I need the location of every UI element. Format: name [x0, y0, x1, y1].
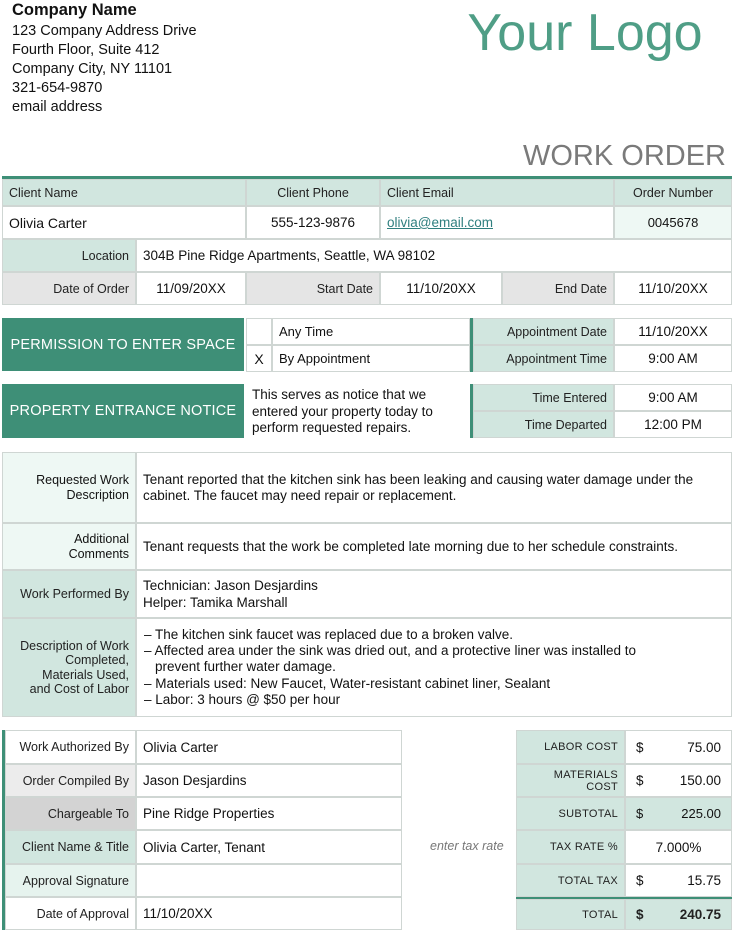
labor-amount: 75.00	[687, 739, 721, 755]
description-line: – Materials used: New Faucet, Water-resistant cabinet liner, Sealant	[144, 675, 551, 691]
time-departed-value: 12:00 PM	[614, 411, 732, 438]
work-description-label: Description of Work Completed, Materials Used, and Cost of Labor	[2, 618, 136, 717]
labor-cost-value	[625, 730, 732, 764]
client-name-title-label: Client Name & Title	[5, 830, 136, 864]
start-date-label: Start Date	[246, 272, 380, 305]
client-name-header: Client Name	[2, 179, 246, 206]
appointment-time-value: 9:00 AM	[614, 345, 732, 372]
total-label: TOTAL	[516, 899, 625, 930]
description-line: – Affected area under the sink was dried out, and a protective liner was installed to	[144, 643, 637, 659]
company-address-1: 123 Company Address Drive	[12, 23, 197, 39]
client-name-value: Olivia Carter	[2, 206, 246, 239]
client-phone-header: Client Phone	[246, 179, 380, 206]
tax-rate-label: TAX RATE %	[516, 830, 625, 864]
time-entered-label: Time Entered	[473, 384, 614, 411]
location-value: 304B Pine Ridge Apartments, Seattle, WA 98102	[136, 239, 732, 272]
date-of-approval-label: Date of Approval	[5, 897, 136, 930]
total-tax-amount: 15.75	[687, 873, 721, 888]
labor-cost-label: LABOR COST	[516, 730, 625, 764]
technician-name: Technician: Jason Desjardins	[143, 578, 318, 593]
order-compiled-label: Order Compiled By	[5, 764, 136, 797]
appointment-date-value: 11/10/20XX	[614, 318, 732, 345]
currency-symbol: $	[636, 773, 644, 788]
order-number-header: Order Number	[614, 179, 732, 206]
entrance-notice-text: This serves as notice that we entered your property today to perform requested repairs.	[252, 387, 433, 435]
date-of-approval-value: 11/10/20XX	[136, 897, 402, 930]
subtotal-amount: 225.00	[681, 806, 721, 821]
date-of-order-label: Date of Order	[2, 272, 136, 305]
work-authorized-value: Olivia Carter	[136, 730, 402, 764]
total-tax-label: TOTAL TAX	[516, 864, 625, 897]
chargeable-to-label: Chargeable To	[5, 797, 136, 830]
order-compiled-value: Jason Desjardins	[136, 764, 402, 797]
company-name: Company Name	[12, 1, 137, 19]
subtotal-label: SUBTOTAL	[516, 797, 625, 830]
company-phone: 321-654-9870	[12, 80, 103, 96]
total-tax-value	[625, 864, 732, 897]
entrance-notice-band: PROPERTY ENTRANCE NOTICE	[2, 384, 244, 438]
approval-signature-label: Approval Signature	[5, 864, 136, 897]
subtotal-value	[625, 797, 732, 830]
appointment-date-label: Appointment Date	[473, 318, 614, 345]
start-date-value: 11/10/20XX	[380, 272, 502, 305]
company-logo: Your Logo	[467, 4, 703, 62]
company-city: Company City, NY 11101	[12, 61, 173, 77]
helper-name: Helper: Tamika Marshall	[143, 595, 288, 610]
chargeable-to-value: Pine Ridge Properties	[136, 797, 402, 830]
description-line: prevent further water damage.	[155, 659, 336, 675]
client-phone-value: 555-123-9876	[246, 206, 380, 239]
additional-comments-value: Tenant requests that the work be completed late morning due to her schedule constraints.	[136, 523, 732, 570]
requested-work-value: Tenant reported that the kitchen sink has been leaking and causing water damage under the cabinet. The faucet may need repair or replacement.	[136, 452, 732, 523]
total-value	[625, 899, 732, 930]
end-date-label: End Date	[502, 272, 614, 305]
currency-symbol: $	[636, 907, 644, 922]
any-time-checkbox[interactable]	[246, 318, 272, 345]
by-appointment-checkbox[interactable]: X	[246, 345, 272, 372]
by-appointment-label: By Appointment	[272, 345, 470, 372]
end-date-value: 11/10/20XX	[614, 272, 732, 305]
tax-rate-hint: enter tax rate	[430, 839, 504, 853]
work-performed-label: Work Performed By	[2, 570, 136, 618]
company-address-2: Fourth Floor, Suite 412	[12, 42, 160, 58]
work-description-value	[136, 618, 732, 717]
materials-cost-label: MATERIALS COST	[516, 764, 625, 797]
currency-symbol: $	[636, 873, 644, 888]
work-authorized-label: Work Authorized By	[5, 730, 136, 764]
materials-amount: 150.00	[679, 773, 721, 788]
additional-comments-label: Additional Comments	[2, 523, 136, 570]
date-of-order-value: 11/09/20XX	[136, 272, 246, 305]
company-block	[12, 0, 332, 117]
doc-title: WORK ORDER	[523, 140, 726, 172]
client-email-link[interactable]: olivia@email.com	[380, 206, 614, 239]
order-number-value: 0045678	[614, 206, 732, 239]
permission-band: PERMISSION TO ENTER SPACE	[2, 318, 244, 371]
time-entered-value: 9:00 AM	[614, 384, 732, 411]
appointment-time-label: Appointment Time	[473, 345, 614, 372]
any-time-label: Any Time	[272, 318, 470, 345]
time-departed-label: Time Departed	[473, 411, 614, 438]
description-line: – Labor: 3 hours @ $50 per hour	[144, 691, 341, 707]
description-line: – The kitchen sink faucet was replaced due to a broken valve.	[144, 626, 513, 642]
total-amount: 240.75	[679, 907, 721, 922]
currency-symbol: $	[636, 806, 644, 821]
work-performed-value	[136, 570, 732, 618]
company-email: email address	[12, 99, 103, 115]
approval-signature-field[interactable]	[136, 864, 402, 897]
materials-cost-value	[625, 764, 732, 797]
currency-symbol: $	[636, 739, 644, 755]
requested-work-label: Requested Work Description	[2, 452, 136, 523]
client-email-header: Client Email	[380, 179, 614, 206]
location-label: Location	[2, 239, 136, 272]
client-name-title-value: Olivia Carter, Tenant	[136, 830, 402, 864]
tax-rate-input[interactable]: 7.000%	[625, 830, 732, 864]
